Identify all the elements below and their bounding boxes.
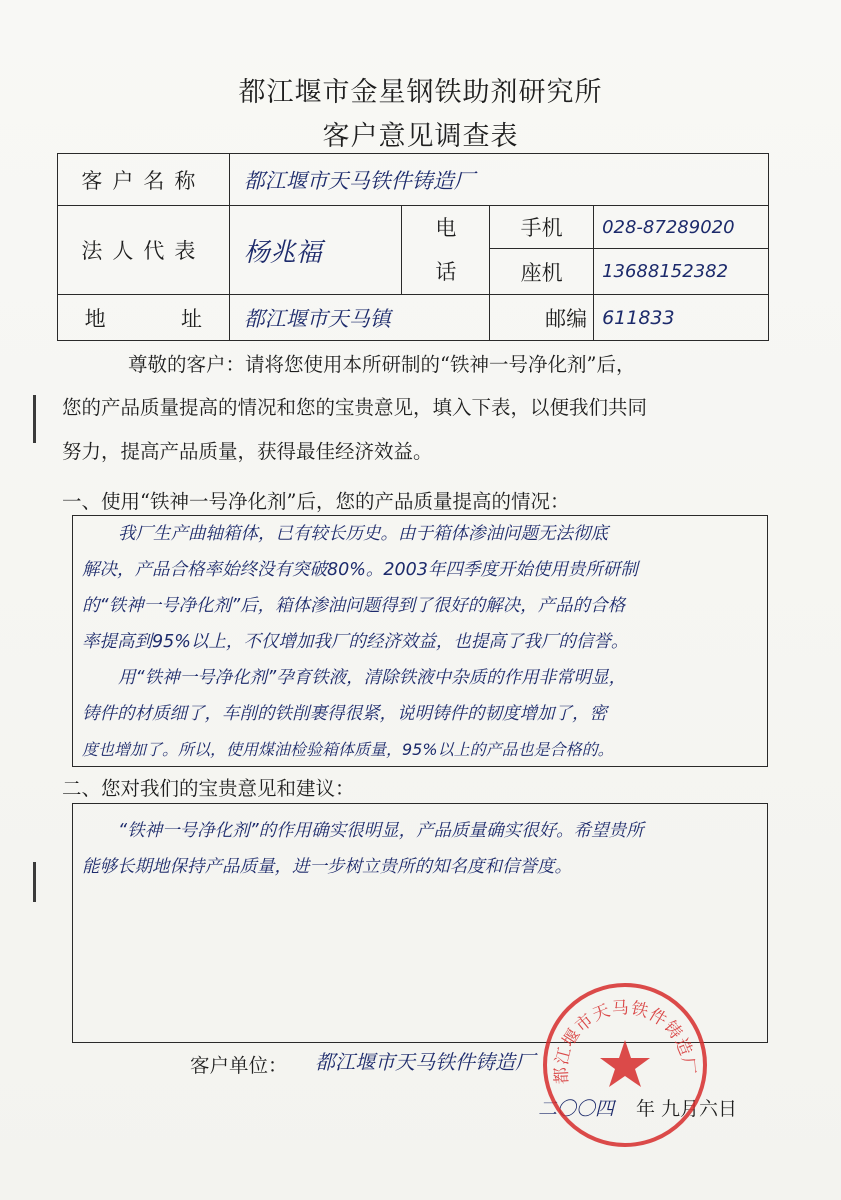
legal-rep-label: 法人代表 <box>58 206 230 295</box>
phone-label-1: 电 <box>435 216 457 240</box>
phone-label-2: 话 <box>435 260 457 284</box>
section1-line: 用“铁神一号净化剂”孕育铁液，清除铁液中杂质的作用非常明显， <box>118 668 627 688</box>
section2-text <box>82 813 762 885</box>
binder-mark <box>33 395 36 443</box>
section1-text <box>82 516 762 768</box>
legal-rep-value: 杨兆福 <box>229 206 402 295</box>
section1-title: 一、使用“铁神一号净化剂”后，您的产品质量提高的情况： <box>62 490 570 513</box>
intro-line: 尊敬的客户：请将您使用本所研制的“铁神一号净化剂”后， <box>128 353 636 376</box>
date-rest: 年 九月六日 <box>636 1098 738 1120</box>
footer-value: 都江堰市天马铁件铸造厂 <box>315 1050 535 1074</box>
svg-text:都江堰市天马铁件铸造厂: 都江堰市天马铁件铸造厂 <box>551 998 699 1085</box>
section1-line: 我厂生产曲轴箱体，已有较长历史。由于箱体渗油问题无法彻底 <box>118 524 608 544</box>
intro-line: 您的产品质量提高的情况和您的宝贵意见，填入下表，以便我们共同 <box>62 396 648 419</box>
section2-title: 二、您对我们的宝贵意见和建议： <box>62 777 355 800</box>
section2-line: 能够长期地保持产品质量，进一步树立贵所的知名度和信誉度。 <box>82 857 572 877</box>
phone-label <box>402 206 490 295</box>
org-title: 都江堰市金星钢铁助剂研究所 <box>238 77 603 108</box>
mobile-label: 手机 <box>490 206 594 249</box>
binder-mark <box>33 862 36 902</box>
landline-value: 13688152382 <box>594 249 769 295</box>
section1-line: 的“铁神一号净化剂”后，箱体渗油问题得到了很好的解决，产品的合格 <box>82 596 626 616</box>
mobile-value: 028-87289020 <box>594 206 769 249</box>
section1-line: 率提高到95%以上，不仅增加我厂的经济效益，也提高了我厂的信誉。 <box>82 632 629 652</box>
footer-label: 客户单位： <box>190 1054 288 1077</box>
section1-line: 铸件的材质细了，车削的铁削裹得很紧，说明铸件的韧度增加了，密 <box>82 704 607 724</box>
intro-line: 努力，提高产品质量，获得最佳经济效益。 <box>62 440 433 463</box>
section2-line: “铁神一号净化剂”的作用确实很明显，产品质量确实很好。希望贵所 <box>118 821 644 841</box>
info-table <box>57 153 769 341</box>
section1-line: 度也增加了。所以，使用煤油检验箱体质量，95%以上的产品也是合格的。 <box>82 740 614 759</box>
address-label-2: 址 <box>181 306 203 331</box>
date-year: 二〇〇四 <box>538 1098 615 1120</box>
seal-star-icon <box>600 1040 650 1087</box>
address-label-1: 地 <box>84 306 106 331</box>
section1-line: 解决，产品合格率始终没有突破80%。2003年四季度开始使用贵所研制 <box>82 560 638 580</box>
postcode-value: 611833 <box>594 295 769 341</box>
customer-name-value: 都江堰市天马铁件铸造厂 <box>229 154 768 206</box>
address-value: 都江堰市天马镇 <box>229 295 490 341</box>
landline-label: 座机 <box>490 249 594 295</box>
company-seal <box>540 980 710 1150</box>
customer-name-label: 客户名称 <box>58 154 230 206</box>
form-title: 客户意见调查表 <box>322 121 519 152</box>
address-label <box>58 295 230 341</box>
postcode-label: 邮编 <box>490 295 594 341</box>
